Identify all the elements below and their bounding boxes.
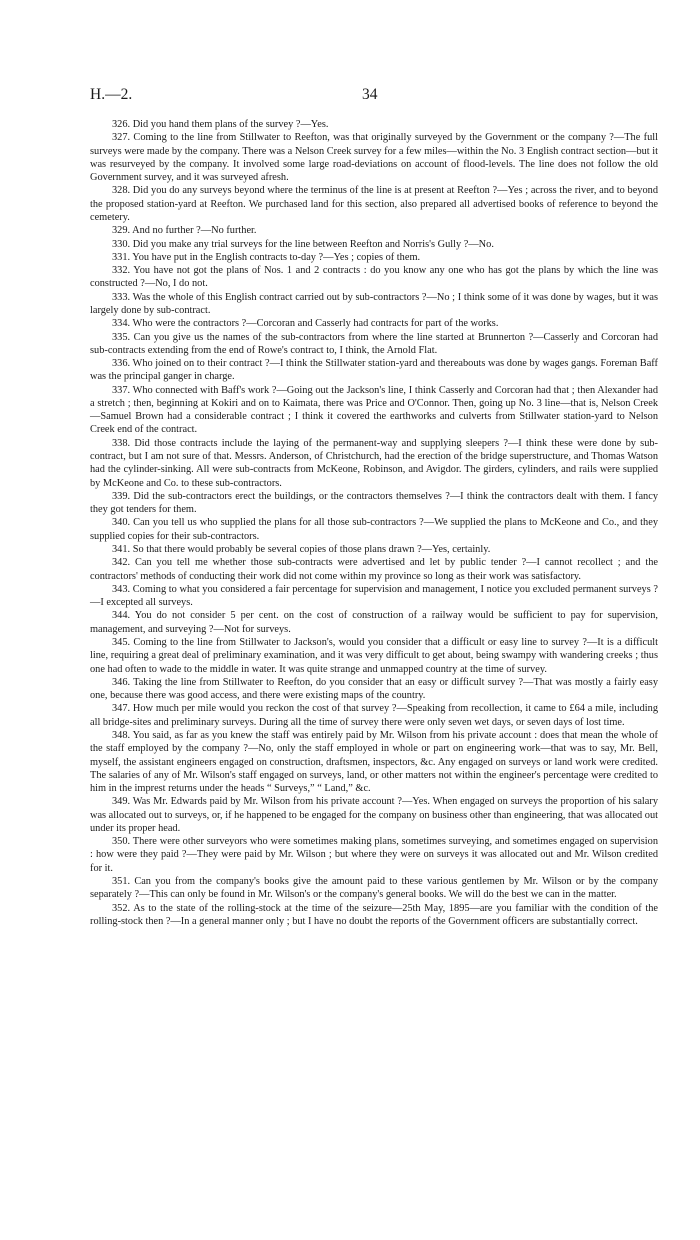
page-number: 34 [362,86,378,103]
question-339: 339. Did the sub-contractors erect the buildings, or the contractors themselves ?—I think the contractors dealt with them. I fancy they got tenders for them. [90,490,658,516]
question-333: 333. Was the whole of this English contract carried out by sub-contractors ?—No ; I think some of it was done by wages, but it was largely done by sub-contract. [90,291,658,316]
page-header [90,86,658,106]
testimony-body [90,118,658,928]
document-code: H.—2. [90,86,133,103]
question-329: 329. And no further ?—No further. [112,225,257,237]
question-346: 346. Taking the line from Stillwater to Reefton, do you consider that an easy or difficult survey ?—That was mostly a fairly easy one, because there was good access, and there were existing maps of the country. [90,676,658,702]
question-341: 341. So that there would probably be several copies of those plans drawn ?—Yes, certainly. [112,544,491,555]
question-345: 345. Coming to the line from Stillwater to Jackson's, would you consider that a difficult or easy line to survey ?—It is a difficult line, requiring a great deal of preliminary examination, and it was very difficult to get about, being swampy with wandering creeks ; thus one had often to wade to the middle in water. It was quite strange and unmapped country at the time of survey. [90,636,658,675]
question-352: 352. As to the state of the rolling-stock at the time of the seizure—25th May, 1895—are you familiar with the condition of the rolling-stock then ?—In a general manner only ; but I have no doubt the reports of the Government officers are substantially correct. [90,902,658,927]
question-326: 326. Did you hand them plans of the survey ?—Yes. [112,119,329,130]
question-337: 337. Who connected with Baff's work ?—Going out the Jackson's line, I think Casserly and Corcoran had that ; then Alexander had a stretch ; then, beginning at Kokiri and on to Kaimata, there was Price and O'Connor. Then, going up No. 3 line—that is, Nelson Creek—Samuel Brown had a considerable contract ; I think it covered the earthworks and culverts from Stillwater station-yard to Nelson Creek end of the contract. [90,384,658,436]
question-351: 351. Can you from the company's books give the amount paid to these various gentlemen by Mr. Wilson or by the company separately ?—This can only be found in Mr. Wilson's or the company's general books. We will do the best we can in the matter. [90,876,658,901]
question-347: 347. How much per mile would you reckon the cost of that survey ?—Speaking from recollection, it came to £64 a mile, including all bridge-sites and preliminary surveys. During all the time of survey there were only seven wet days, or seven days of lost time. [90,703,658,728]
question-349: 349. Was Mr. Edwards paid by Mr. Wilson from his private account ?—Yes. When engaged on surveys the proportion of his salary was allocated out to surveys, or, if he happened to be engaged for the company on business other than engineering, that was allocated out under its proper head. [90,796,658,834]
question-350: 350. There were other surveyors who were sometimes making plans, sometimes surveying, and sometimes engaged on supervision : how were they paid ?—They were paid by Mr. Wilson ; but where they were on surveys it was allocated out and Mr. Wilson credited for it. [90,836,658,874]
question-336: 336. Who joined on to their contract ?—I think the Stillwater station-yard and thereabouts was done by wages gangs. Foreman Baff was the principal ganger in charge. [90,358,658,383]
question-334: 334. Who were the contractors ?—Corcoran and Casserly had contracts for part of the works. [112,318,499,330]
question-327: 327. Coming to the line from Stillwater to Reefton, was that originally surveyed by the Government or the company ?—The full surveys were made by the company. There was a Nelson Creek survey for a few miles—within the No. 3 English contract section—but it was resurveyed by the company. It involved some large road-deviations on account of flood-levels. The line does not follow the old Government survey, and it was surveyed afresh. [90,132,658,184]
question-344: 344. You do not consider 5 per cent. on the cost of construction of a railway would be sufficient to pay for supervision, management, and surveying ?—Not for surveys. [90,610,658,635]
question-348: 348. You said, as far as you knew the staff was entirely paid by Mr. Wilson from his private account : does that mean the whole of the staff employed by the company ?—No, only the staff employed in whole or part on engineering work—that was to say, Mr. Bell, myself, the assistant engineers engaged on construction, draftsmen, inspectors, &c. Any engaged on surveys or land work were credited. The salaries of any of Mr. Wilson's staff engaged on surveys, land, or other matters not within the engineer's percentage were credited to him in the imprest returns under the heads “ Surveys,” “ Land,” &c. [90,729,658,795]
question-328: 328. Did you do any surveys beyond where the terminus of the line is at present at Reefton ?—Yes ; across the river, and to beyond the proposed station-yard at Reefton. We purchased land for this section, also prepared all advertised books of reference to beyond the cemetery. [90,185,658,223]
question-338: 338. Did those contracts include the laying of the permanent-way and supplying sleepers ?—I think these were done by sub-contract, but I am not sure of that. Messrs. Anderson, of Christchurch, had the erection of the bridge superstructure, and Thomas Watson had the cylinder-sinking. All were sub-contracts from McKeone, Robinson, and Avigdor. The girders, cylinders, and rails were supplied by McKeone and Co. to these sub-contractors. [90,437,658,489]
question-330: 330. Did you make any trial surveys for the line between Reefton and Norris's Gully ?—No. [112,238,494,250]
question-342: 342. Can you tell me whether those sub-contracts were advertised and let by public tender ?—I cannot recollect ; and the contractors' methods of conducting their work did not come within my province so long as their work was satisfactory. [90,557,658,582]
question-331: 331. You have put in the English contracts to-day ?—Yes ; copies of them. [112,251,421,263]
question-332: 332. You have not got the plans of Nos. 1 and 2 contracts : do you know any one who has got the plans by which the line was constructed ?—No, I do not. [90,265,658,290]
question-343: 343. Coming to what you considered a fair percentage for supervision and management, I notice you excluded permanent surveys ?—I excepted all surveys. [90,583,658,609]
question-335: 335. Can you give us the names of the sub-contractors from where the line started at Brunnerton ?—Casserly and Corcoran had sub-contracts extending from the end of Rowe's contract to, I think, the Arnold Flat. [90,331,658,356]
question-340: 340. Can you tell us who supplied the plans for all those sub-contractors ?—We supplied the plans to McKeone and Co., and they supplied copies for their sub-contractors. [90,517,658,542]
